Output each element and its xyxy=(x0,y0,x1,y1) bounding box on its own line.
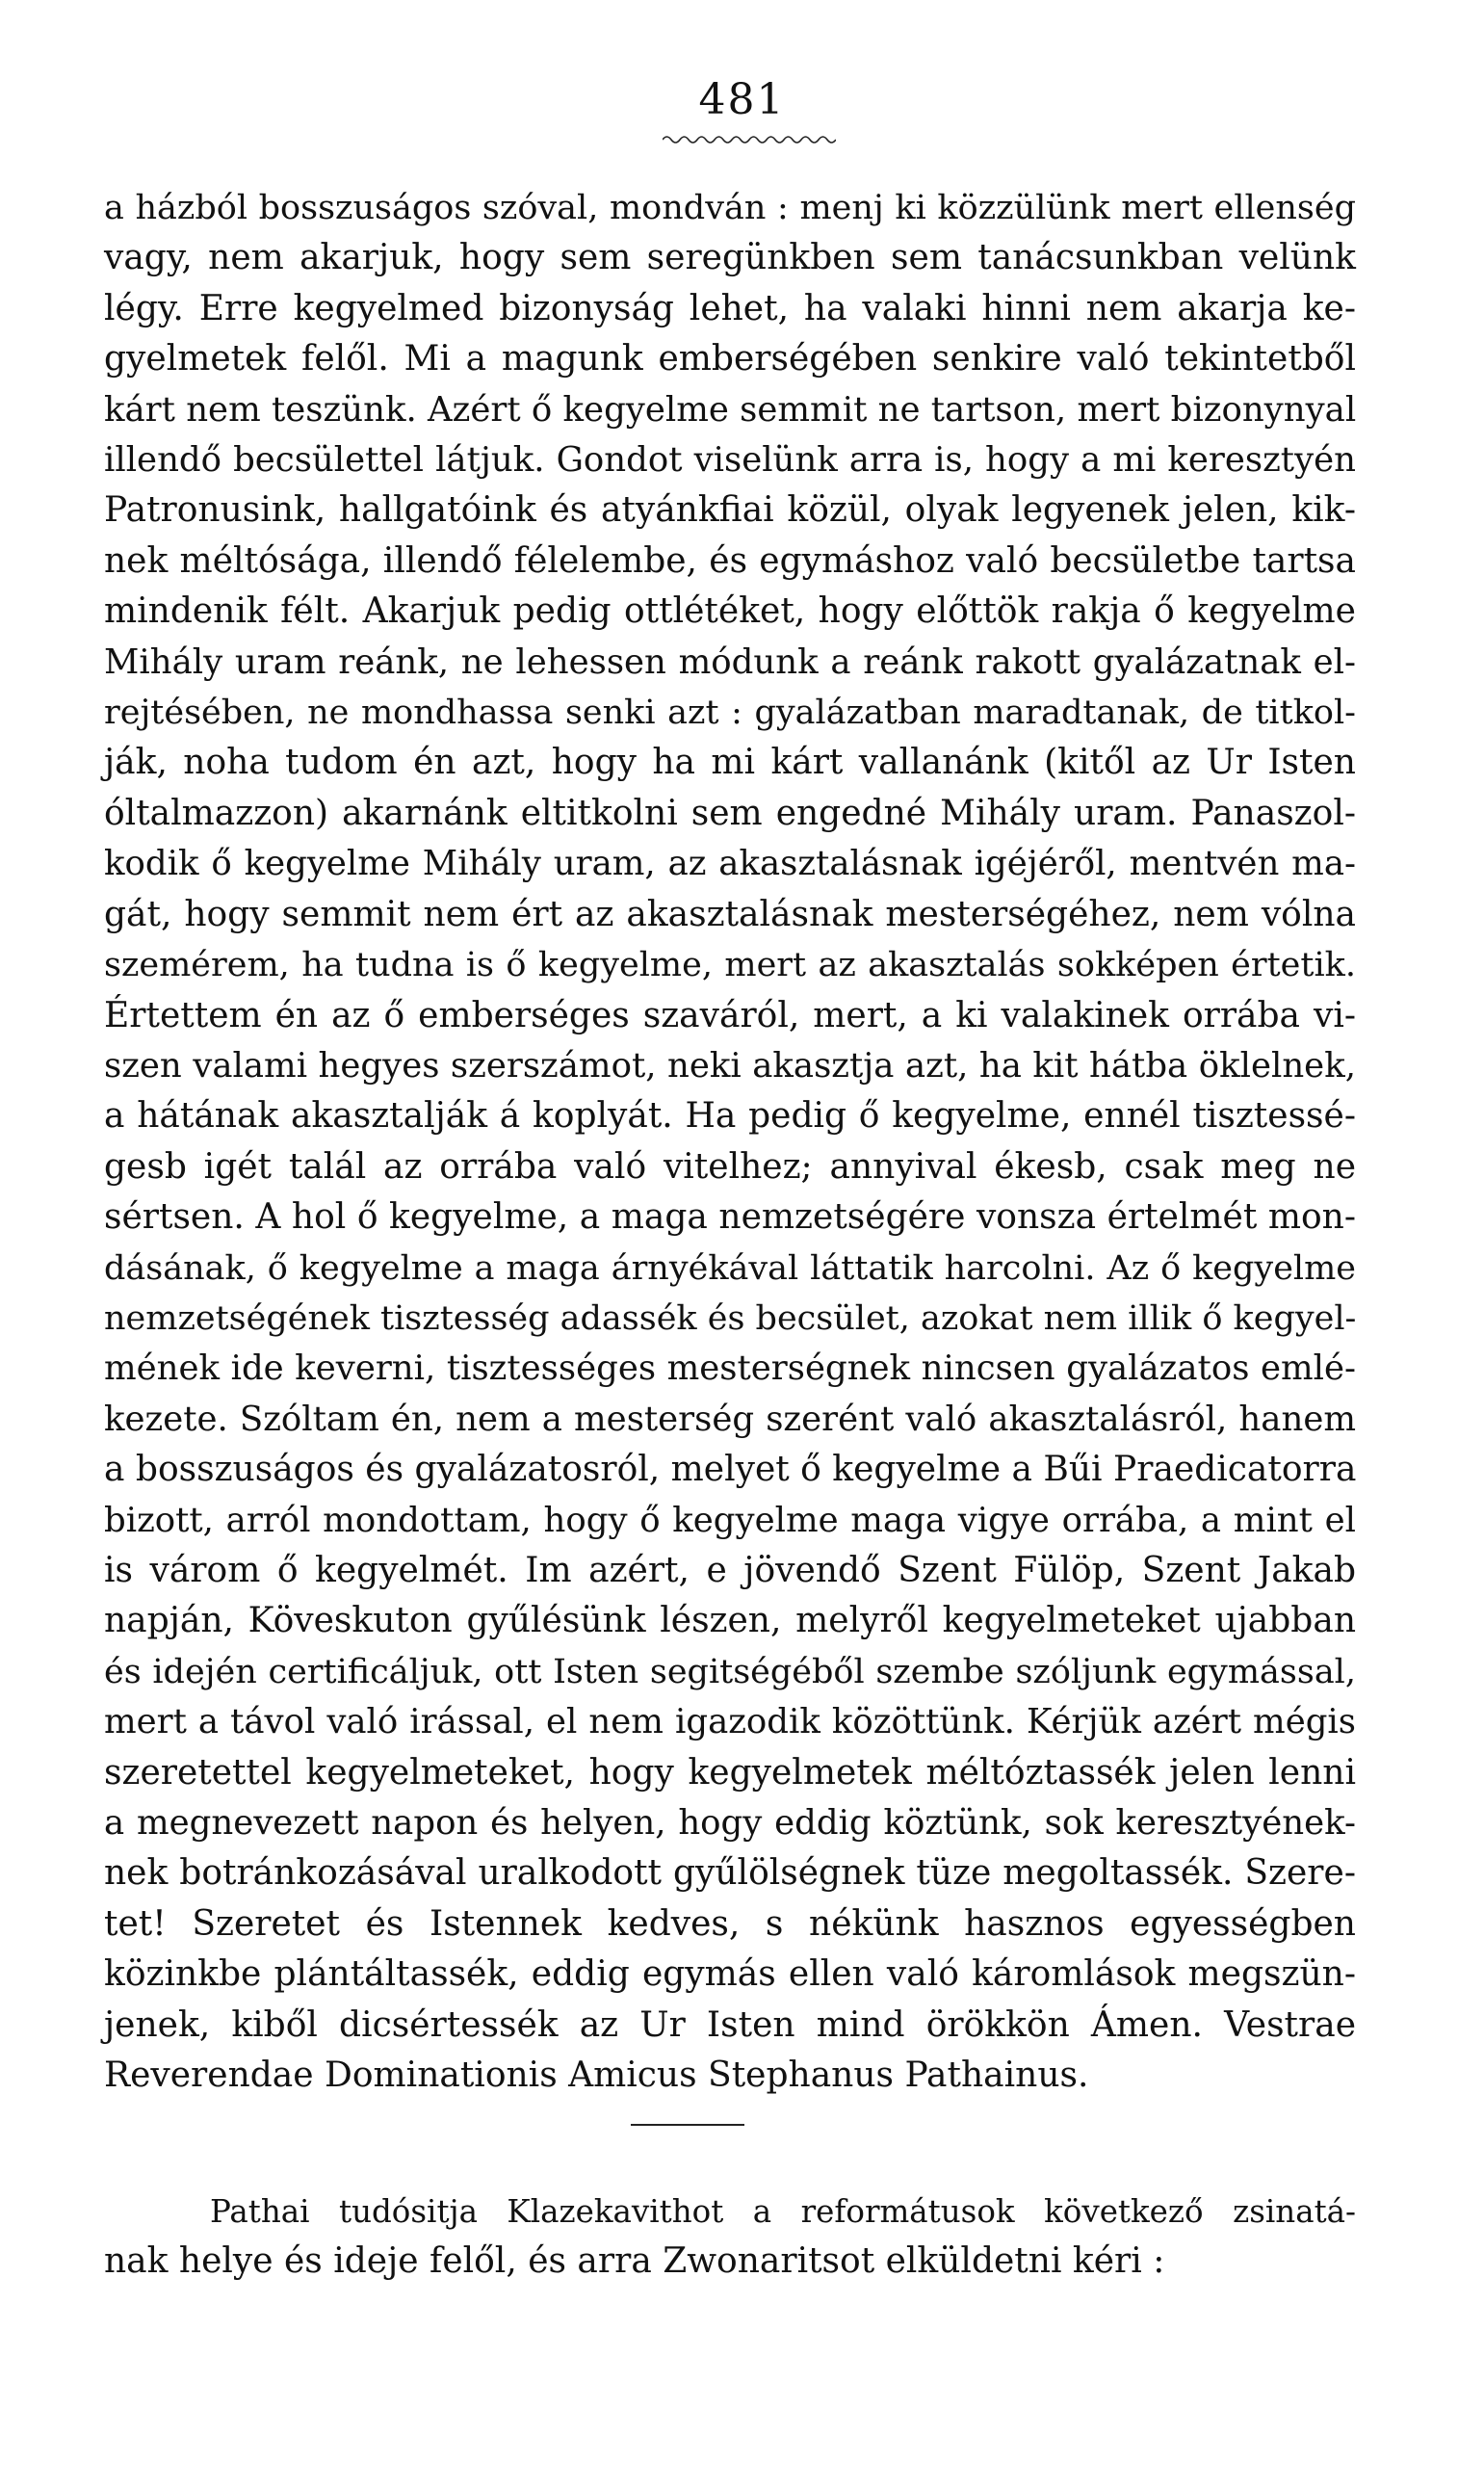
text-line: a bosszuságos és gyalázatosról, melyet ő kegyelme a Bűi Praedicatorra xyxy=(104,1450,1357,1490)
text-line: vagy, nem akarjuk, hogy sem seregünkben sem tanácsunkban velünk xyxy=(104,238,1356,278)
text-line: mének ide keverni, tisztességes mesterségnek nincsen gyalázatos emlé- xyxy=(104,1348,1356,1389)
text-line: nemzetségének tisztesség adassék és becsület, azokat nem illik ő kegyel- xyxy=(104,1298,1357,1338)
decorative-wavy-rule xyxy=(663,133,836,146)
text-line: gyelmetek felől. Mi a magunk emberségében senkire való tekintetből xyxy=(104,339,1356,380)
text-line: mindenik félt. Akarjuk pedig ottlétéket, hogy előttök rakja ő kegyelme xyxy=(104,591,1356,632)
text-line: napján, Köveskuton gyűlésünk lészen, melyről kegyelmeteket ujabban xyxy=(104,1601,1356,1641)
text-line: nek méltósága, illendő félelembe, és egymáshoz való becsületbe tartsa xyxy=(104,540,1356,581)
text-line: légy. Erre kegyelmed bizonyság lehet, ha valaki hinni nem akarja ke- xyxy=(104,288,1356,328)
text-line: rejtésében, ne mondhassa senki azt : gyalázatban maradtanak, de titkol- xyxy=(104,694,1356,733)
text-line: tet! Szeretet és Istennek kedves, s nékünk hasznos egyességben xyxy=(104,1903,1356,1944)
letter-text xyxy=(104,183,1356,2101)
text-line: kodik ő kegyelme Mihály uram, az akasztalásnak igéjéről, mentvén ma- xyxy=(104,844,1356,884)
text-line: közinkbe plántáltassék, eddig egymás ellen való káromlások megszün- xyxy=(104,1954,1356,1995)
text-line: gát, hogy semmit nem ért az akasztalásnak mesterségéhez, nem vólna xyxy=(104,894,1356,934)
text-line: Patronusink, hallgatóink és atyánkfiai közül, olyak legyenek jelen, kik- xyxy=(104,490,1356,531)
text-line: kárt nem teszünk. Azért ő kegyelme semmit ne tartson, mert bizonynyal xyxy=(104,389,1357,430)
text-line: nek botránkozásával uralkodott gyűlölségnek tüze megoltassék. Szere- xyxy=(104,1853,1356,1894)
text-line: dásának, ő kegyelme a maga árnyékával láttatik harcolni. Az ő kegyelme xyxy=(104,1248,1356,1288)
note-line: nak helye és ideje felől, és arra Zwonaritsot elküldetni kéri : xyxy=(104,2241,1165,2281)
text-line: is várom ő kegyelmét. Im azért, e jövendő Szent Fülöp, Szent Jakab xyxy=(104,1550,1356,1590)
text-line: bizott, arról mondottam, hogy ő kegyelme maga vigye orrába, a mint el xyxy=(104,1500,1356,1540)
summary-note xyxy=(104,2186,1356,2287)
text-line: mert a távol való irással, el nem igazodik közöttünk. Kérjük azért mégis xyxy=(104,1702,1356,1742)
text-line: óltalmazzon) akarnánk eltitkolni sem engedné Mihály uram. Panaszol- xyxy=(104,793,1356,833)
text-line: jenek, kiből dicsértessék az Ur Isten mind örökkön Ámen. Vestrae xyxy=(104,2004,1356,2045)
text-line: szeretettel kegyelmeteket, hogy kegyelmetek méltóztassék jelen lenni xyxy=(104,1752,1356,1793)
text-line: Mihály uram reánk, ne lehessen módunk a reánk rakott gyalázatnak el- xyxy=(104,641,1356,682)
text-line: és idején certificáljuk, ott Isten segitségéből szembe szóljunk egymással, xyxy=(104,1652,1356,1691)
page-number: 481 xyxy=(698,75,786,124)
text-line: ják, noha tudom én azt, hogy ha mi kárt vallanánk (kitől az Ur Isten xyxy=(104,743,1356,783)
text-line: a megnevezett napon és helyen, hogy eddig köztünk, sok keresztyének- xyxy=(104,1803,1356,1843)
section-divider xyxy=(631,2124,744,2126)
text-line: szemérem, ha tudna is ő kegyelme, mert az akasztalás sokképen értetik. xyxy=(104,946,1356,985)
text-line: illendő becsülettel látjuk. Gondot viselünk arra is, hogy a mi keresztyén xyxy=(104,440,1356,481)
text-line: sértsen. A hol ő kegyelme, a maga nemzetségére vonsza értelmét mon- xyxy=(104,1197,1356,1238)
text-line: gesb igét talál az orrába való vitelhez; annyival ékesb, csak meg ne xyxy=(104,1146,1356,1187)
text-line: szen valami hegyes szerszámot, neki akasztja azt, ha kit hátba öklelnek, xyxy=(104,1045,1356,1086)
text-line: a házból bosszuságos szóval, mondván : menj ki közzülünk mert ellenség xyxy=(104,189,1356,227)
text-line: Értettem én az ő emberséges szaváról, mert, a ki valakinek orrába vi- xyxy=(104,995,1356,1035)
text-line-signature: Reverendae Dominationis Amicus Stephanus Pathainus. xyxy=(104,2055,1089,2096)
text-line: a hátának akasztalják á koplyát. Ha pedig ő kegyelme, ennél tisztessé- xyxy=(104,1096,1356,1137)
note-line: Pathai tudósitja Klazekavithot a reformátusok következő zsinatá- xyxy=(210,2193,1356,2230)
text-line: kezete. Szóltam én, nem a mesterség szerént való akasztalásról, hanem xyxy=(104,1399,1356,1439)
